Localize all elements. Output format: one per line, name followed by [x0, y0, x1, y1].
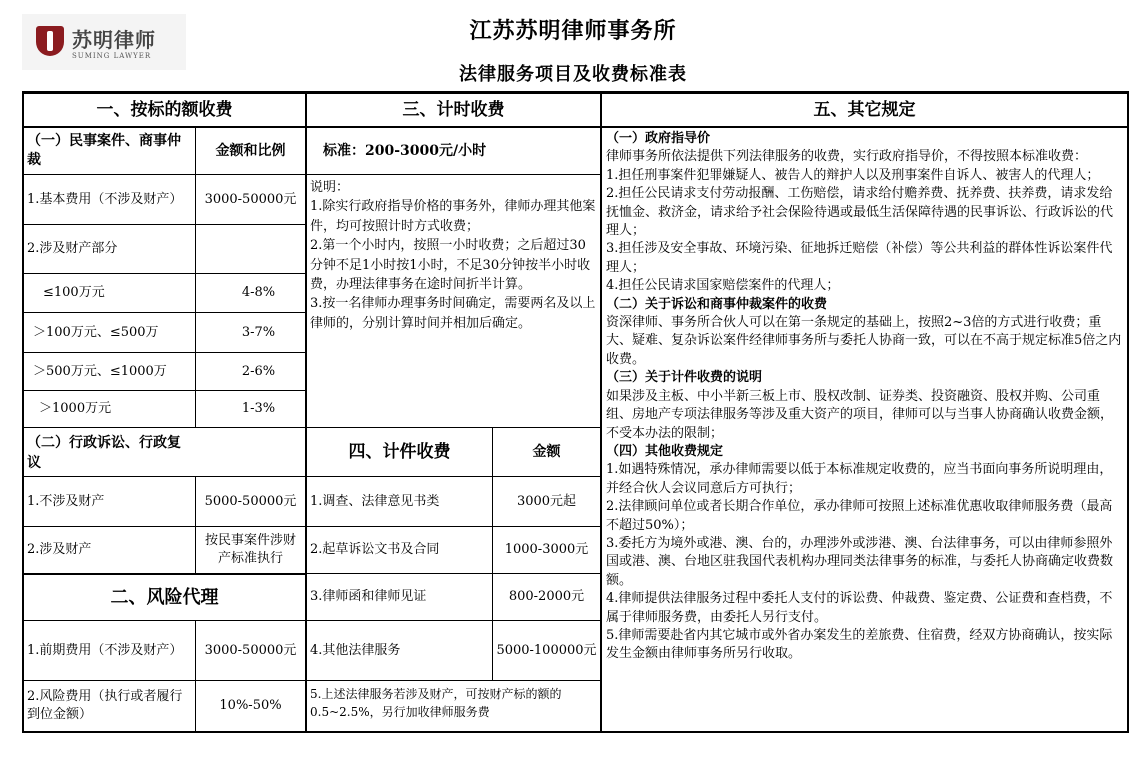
section5-header: 五、其它规定 [813, 100, 916, 120]
civil-col-header: 金额和比例 [215, 143, 286, 159]
civil-row-label: ＞100万元、≤500万 [33, 324, 159, 340]
hourly-note: 2.第一个小时内，按照一小时收费；之后超过30分钟不足1小时按1小时，不足30分钟按半小时收费，办理法律事务在途时间折半计算。 [310, 238, 591, 293]
civil-row-label: 2.涉及财产部分 [27, 241, 118, 256]
page-subtitle: 法律服务项目及收费标准表 [459, 64, 687, 85]
piece-row-value: 5000-100000元 [496, 642, 597, 658]
logo-text: 苏明律师 [72, 28, 156, 52]
rules-part-title: （三）关于计件收费的说明 [606, 370, 763, 386]
hourly-notes [307, 176, 600, 426]
risk-row-value: 10%-50% [219, 698, 282, 713]
hourly-note: 说明： [310, 180, 350, 195]
hourly-note: 1.除实行政府指导价格的事务外，律师办理其他案件，均可按照计时方式收费； [310, 199, 596, 234]
rules-item: 1.担任刑事案件犯罪嫌疑人、被告人的辩护人以及刑事案件自诉人、被害人的代理人； [606, 167, 1100, 183]
piece-row-value: 800-2000元 [508, 589, 585, 604]
rules-item: 4.律师提供法律服务过程中委托人支付的诉讼费、仲裁费、鉴定费、公证费和查档费，不属于律师服务费，由委托人另行支付。 [606, 591, 1113, 625]
admin-row-label: 1.不涉及财产 [27, 493, 105, 509]
rules-part-title: （二）关于诉讼和商事仲裁案件的收费 [606, 296, 828, 312]
civil-row-label: 1.基本费用（不涉及财产） [27, 191, 183, 207]
rules-part-title: （四）其他收费规定 [606, 443, 724, 459]
section1-header: 一、按标的额收费 [96, 100, 233, 120]
rules-item: 2.法律顾问单位或者长期合作单位，承办律师可按照上述标准优惠收取律师服务费（最高不超过50%）； [606, 499, 1113, 533]
civil-row-value: 3000-50000元 [204, 191, 297, 207]
piece-note: 5.上述法律服务若涉及财产，可按财产标的额的0.5~2.5%，另行加收律师服务费 [310, 687, 562, 719]
rules-item: 3.委托方为境外或港、澳、台的，办理涉外或涉港、澳、台法律事务，可以由律师参照外国或港、澳、台地区驻我国代表机构办理同类法律事务的标准，与委托人协商确定收费数额。 [606, 535, 1114, 588]
civil-row-label: ＞500万元、≤1000万 [33, 363, 167, 379]
rules-item: 4.担任公民请求国家赔偿案件的代理人； [606, 278, 840, 294]
page-title: 江苏苏明律师事务所 [469, 18, 677, 44]
piece-row-value: 3000元起 [516, 493, 577, 509]
admin-title: （二）行政诉讼、行政复议 [27, 435, 181, 471]
risk-row-label: 2.风险费用（执行或者履行到位金额） [27, 689, 183, 722]
rules-item: 资深律师、事务所合伙人可以在第一条规定的基础上，按照2~3倍的方式进行收费；重大、疑难、复杂诉讼案件经律师事务所与委托人协商一致，可以在不高于规定标准5倍之内收费。 [606, 315, 1122, 367]
rules-item: 如果涉及主板、中小半新三板上市、股权改制、证券类、投资融资、股权并购、公司重组、房地产专项法律服务等涉及重大资产的项目，律师可以与当事人协商确认收费金额，不受本办法的限制； [606, 388, 1114, 441]
admin-row-label: 2.涉及财产 [27, 542, 92, 557]
hourly-standard: 标准：200-3000元/小时 [323, 143, 487, 159]
logo-subtext: SUMING LAWYER [72, 52, 152, 60]
piece-row-label: 1.调查、法律意见书类 [310, 493, 440, 509]
risk-row-value: 3000-50000元 [204, 642, 297, 658]
section2-header: 二、风险代理 [110, 586, 219, 608]
piece-row-label: 3.律师函和律师见证 [310, 589, 427, 604]
civil-row-label: ≤100万元 [43, 285, 105, 300]
civil-row-value: 3-7% [241, 324, 276, 340]
piece-col-header: 金额 [532, 444, 561, 460]
civil-row-value: 4-8% [241, 285, 276, 300]
rules-item: 3.担任涉及安全事故、环境污染、征地拆迁赔偿（补偿）等公共利益的群体性诉讼案件代理人； [606, 241, 1113, 275]
section4-header: 四、计件收费 [348, 442, 451, 462]
hourly-note: 3.按一名律师办理事务时间确定，需要两名及以上律师的，分别计算时间并相加后确定。 [310, 296, 596, 331]
civil-row-value [196, 225, 305, 273]
section3-header: 三、计时收费 [402, 100, 505, 120]
rules-item: 2.担任公民请求支付劳动报酬、工伤赔偿，请求给付赡养费、抚养费、扶养费，请求发给抚恤金、救济金，请求给予社会保险待遇或最低生活保障待遇的民事诉讼、行政诉讼的代理人； [606, 186, 1114, 239]
rules-item: 1.如遇特殊情况，承办律师需要以低于本标准规定收费的，应当书面向事务所说明理由，并经合伙人会议同意后方可执行； [606, 462, 1113, 496]
rules-item: 5.律师需要赴省内其它城市或外省办案发生的差旅费、住宿费，经双方协商确认，按实际发生金额由律师事务所另行收取。 [606, 627, 1113, 662]
civil-row-label: ＞1000万元 [39, 401, 112, 416]
piece-row-value: 1000-3000元 [504, 542, 589, 557]
admin-row-value: 按民事案件涉财产标准执行 [204, 533, 296, 566]
civil-row-value: 1-3% [241, 401, 276, 416]
rules-part-title: （一）政府指导价 [606, 131, 711, 146]
civil-title: （一）民事案件、商事仲裁 [27, 133, 181, 168]
other-rules [603, 129, 1126, 731]
rules-item: 律师事务所依法提供下列法律服务的收费，实行政府指导价，不得按照本标准收费： [606, 149, 1088, 165]
piece-row-label: 2.起草诉讼文书及合同 [310, 542, 440, 557]
risk-row-label: 1.前期费用（不涉及财产） [27, 642, 183, 658]
civil-row-value: 2-6% [241, 363, 276, 379]
admin-row-value: 5000-50000元 [204, 493, 297, 509]
piece-row-label: 4.其他法律服务 [310, 642, 401, 658]
